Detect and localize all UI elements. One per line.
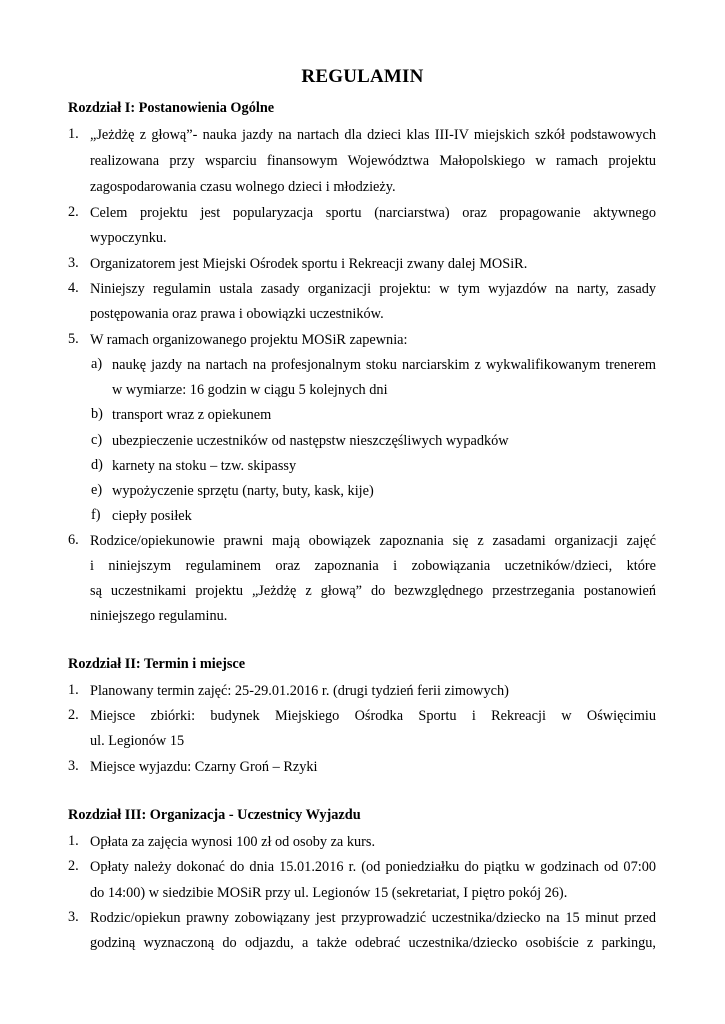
item-number: 3.: [68, 758, 79, 774]
item-line: Planowany termin zajęć: 25-29.01.2016 r. (drugi tydzień ferii zimowych): [90, 683, 509, 699]
document-title: REGULAMIN: [301, 66, 424, 87]
item-line: realizowana przy wsparciu finansowym Województwa Małopolskiego w ramach projektu: [90, 153, 656, 169]
item-line: niniejszego regulaminu.: [90, 608, 228, 624]
subitem-letter: e): [91, 482, 103, 498]
item-line: zagospodarowania czasu wolnego dzieci i młodzieży.: [90, 179, 396, 195]
subitem-letter: f): [91, 507, 101, 523]
subitem-letter: c): [91, 432, 103, 448]
item-line: Rodzice/opiekunowie prawni mają obowiązek zapoznania się z zasadami organizacji zajęć: [90, 533, 656, 549]
item-number: 2.: [68, 858, 79, 874]
item-line: Niniejszy regulamin ustala zasady organizacji projektu: w tym wyjazdów na narty, zasady: [90, 281, 656, 297]
item-line: godziną wyznaczoną do odjazdu, a także odebrać uczestnika/dziecko osobiście z parkingu,: [90, 935, 656, 951]
item-number: 3.: [68, 255, 79, 271]
item-line: są uczestnikami projektu „Jeżdżę z głową” do bezwzględnego przestrzegania postanowień: [90, 583, 656, 599]
item-line: postępowania oraz prawa i obowiązki uczestników.: [90, 306, 384, 322]
subitem-line: wypożyczenie sprzętu (narty, buty, kask, kije): [112, 483, 374, 499]
item-number: 6.: [68, 532, 79, 548]
subitem-line: ciepły posiłek: [112, 508, 192, 524]
subitem-line: w wymiarze: 16 godzin w ciągu 5 kolejnych dni: [112, 382, 388, 398]
subitem-letter: d): [91, 457, 103, 473]
item-line: Organizatorem jest Miejski Ośrodek sportu i Rekreacji zwany dalej MOSiR.: [90, 256, 528, 272]
item-line: do 14:00) w siedzibie MOSiR przy ul. Legionów 15 (sekretariat, I piętro pokój 26).: [90, 885, 568, 901]
item-number: 2.: [68, 707, 79, 723]
subitem-letter: a): [91, 356, 103, 372]
item-line: Celem projektu jest popularyzacja sportu (narciarstwa) oraz propagowanie aktywnego: [90, 205, 656, 221]
subitem-line: naukę jazdy na nartach na profesjonalnym stoku narciarskim z wykwalifikowanym trenerem: [112, 357, 656, 373]
subitem-line: transport wraz z opiekunem: [112, 407, 272, 423]
item-line: Rodzic/opiekun prawny zobowiązany jest przyprowadzić uczestnika/dziecko na 15 minut przed: [90, 910, 656, 926]
subitem-line: ubezpieczenie uczestników od następstw nieszczęśliwych wypadków: [112, 433, 509, 449]
item-line: wypoczynku.: [90, 230, 167, 246]
section-heading: Rozdział III: Organizacja - Uczestnicy Wyjazdu: [68, 807, 361, 823]
item-number: 2.: [68, 204, 79, 220]
item-number: 1.: [68, 833, 79, 849]
item-line: W ramach organizowanego projektu MOSiR zapewnia:: [90, 332, 408, 348]
item-line: „Jeżdżę z głową”- nauka jazdy na nartach dla dzieci klas III-IV miejskich szkół podstawowych: [90, 127, 656, 143]
item-number: 5.: [68, 331, 79, 347]
item-number: 1.: [68, 126, 79, 142]
item-number: 3.: [68, 909, 79, 925]
item-line: Opłaty należy dokonać do dnia 15.01.2016 r. (od poniedziałku do piątku w godzinach od 07:00: [90, 859, 656, 875]
item-line: i niniejszym regulaminem oraz zapoznania i zobowiązania uczetników/dzieci, które: [90, 558, 656, 574]
item-line: Miejsce zbiórki: budynek Miejskiego Ośrodka Sportu i Rekreacji w Oświęcimiu: [90, 708, 656, 724]
item-number: 1.: [68, 682, 79, 698]
section-heading: Rozdział II: Termin i miejsce: [68, 656, 246, 672]
section-heading: Rozdział I: Postanowienia Ogólne: [68, 100, 275, 116]
item-line: Miejsce wyjazdu: Czarny Groń – Rzyki: [90, 759, 318, 775]
subitem-letter: b): [91, 406, 103, 422]
item-number: 4.: [68, 280, 79, 296]
subitem-line: karnety na stoku – tzw. skipassy: [112, 458, 297, 474]
item-line: ul. Legionów 15: [90, 733, 185, 749]
item-line: Opłata za zajęcia wynosi 100 zł od osoby za kurs.: [90, 834, 376, 850]
